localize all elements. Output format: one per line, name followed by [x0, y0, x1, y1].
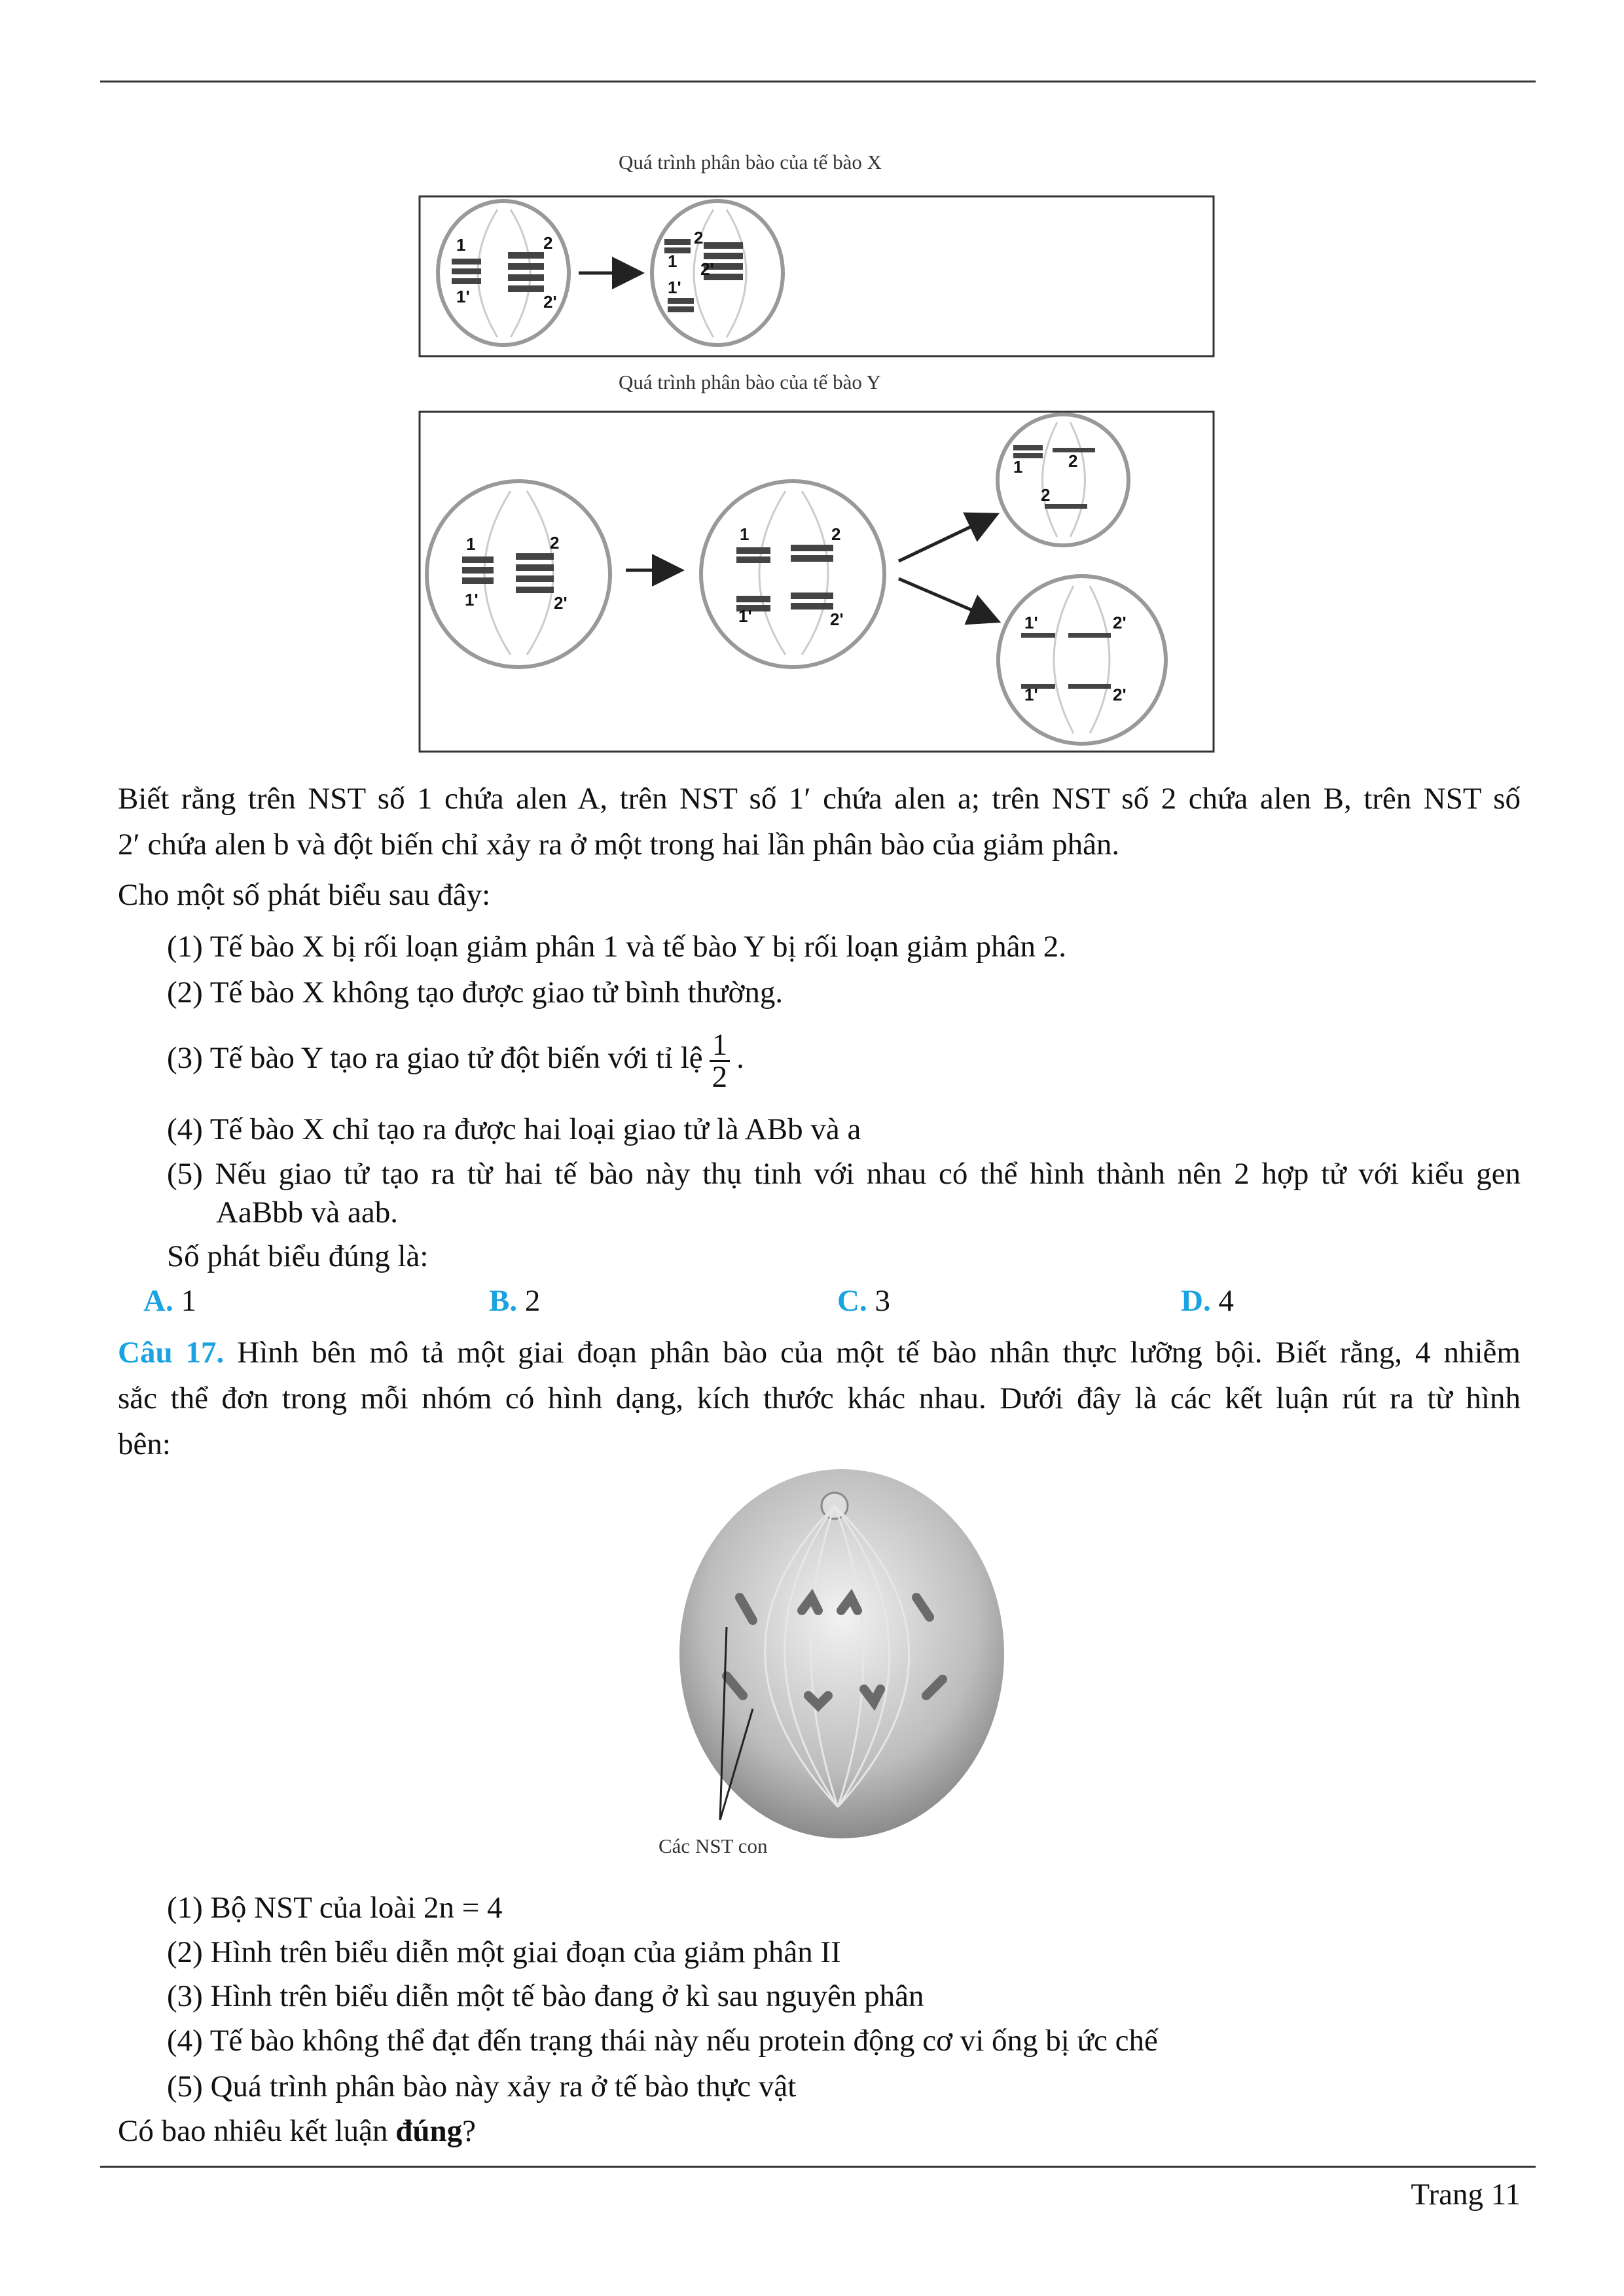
option-a[interactable]: A. 1: [143, 1284, 196, 1318]
arrow-y-3: [899, 579, 995, 620]
svg-text:1: 1: [740, 524, 749, 544]
cell-y-stage2: [701, 481, 884, 667]
svg-text:1': 1': [465, 590, 478, 610]
q16-statement-3: (3) Tế bào Y tạo ra giao tử đột biến với tỉ lệ $\frac{1}{2}$ .: [167, 1027, 744, 1094]
svg-text:1: 1: [668, 251, 677, 271]
q17-stem-line-3: bên:: [118, 1427, 171, 1461]
svg-text:2': 2': [700, 259, 714, 279]
q16-statement-5-line-1: (5) Nếu giao tử tạo ra từ hai tế bào này thụ tinh với nhau có thể hình thành nên 2 hợp tử với kiểu gen: [167, 1157, 1521, 1191]
svg-text:1': 1': [668, 278, 681, 297]
q16-statement-3-text: (3) Tế bào Y tạo ra giao tử đột biến với tỉ lệ: [167, 1041, 703, 1075]
svg-text:1': 1': [1024, 613, 1038, 632]
anaphase-cell-figure: [679, 1469, 1004, 1838]
arrow-y-2: [899, 516, 994, 561]
option-c[interactable]: C. 3: [837, 1284, 890, 1318]
q17-statement-1: (1) Bộ NST của loài 2n = 4: [167, 1891, 503, 1925]
svg-text:2: 2: [1068, 451, 1078, 471]
cell-y-daughter-top: [998, 414, 1128, 545]
q16-statement-5-line-2: AaBbb và aab.: [216, 1195, 398, 1230]
q17-statement-4: (4) Tế bào không thể đạt đến trạng thái này nếu protein động cơ vi ống bị ức chế: [167, 2024, 1158, 2058]
svg-text:2: 2: [543, 233, 553, 253]
svg-text:2': 2': [543, 292, 557, 312]
q17-stem-line-2: sắc thể đơn trong mỗi nhóm có hình dạng, kích thước khác nhau. Dưới đây là các kết luận rút ra từ hình: [118, 1381, 1521, 1415]
svg-text:1: 1: [1013, 457, 1023, 477]
svg-text:2: 2: [550, 533, 560, 553]
q16-statement-1: (1) Tế bào X bị rối loạn giảm phân 1 và tế bào Y bị rối loạn giảm phân 2.: [167, 930, 1066, 964]
svg-text:2: 2: [831, 524, 841, 544]
svg-text:2': 2': [830, 610, 844, 629]
q16-intro-line-2: 2′ chứa alen b và đột biến chỉ xảy ra ở một trong hai lần phân bào của giảm phân.: [118, 828, 1120, 862]
footer-rule: [100, 2166, 1536, 2168]
q17-statement-5: (5) Quá trình phân bào này xảy ra ở tế bào thực vật: [167, 2069, 797, 2104]
q17-statement-2: (2) Hình trên biểu diễn một giai đoạn của giảm phân II: [167, 1935, 841, 1969]
svg-text:1': 1': [456, 287, 470, 306]
figure-caption-cell-x: Quá trình phân bào của tế bào X: [619, 151, 882, 173]
chromosome-labels: [456, 228, 1127, 704]
figure-caption-cell-y: Quá trình phân bào của tế bào Y: [619, 371, 881, 393]
option-b[interactable]: B. 2: [489, 1284, 541, 1318]
svg-text:2: 2: [1041, 485, 1051, 505]
q16-intro-line-1: Biết rằng trên NST số 1 chứa alen A, trên NST số 1′ chứa alen a; trên NST số 2 chứa alen B, trên NST số: [118, 782, 1521, 816]
svg-text:1': 1': [1024, 685, 1038, 704]
fraction: $\frac{1}{2}$: [710, 1030, 731, 1092]
svg-text:1': 1': [738, 606, 752, 626]
q16-question: Số phát biểu đúng là:: [167, 1239, 429, 1273]
q17-statement-3: (3) Hình trên biểu diễn một tế bào đang ở kì sau nguyên phân: [167, 1979, 924, 2013]
svg-text:2': 2': [554, 593, 568, 613]
svg-text:2': 2': [1113, 685, 1127, 704]
page-number: Trang 11: [1411, 2178, 1521, 2212]
figure-caption-daughter-chromosomes: Các NST con: [659, 1834, 768, 1857]
q17-question: Có bao nhiêu kết luận đúng?: [118, 2114, 477, 2148]
svg-text:2': 2': [1113, 613, 1127, 632]
cell-x-stage2: [652, 201, 783, 345]
cell-y-daughter-bottom: [998, 576, 1166, 744]
q16-lead: Cho một số phát biểu sau đây:: [118, 878, 491, 912]
q17-stem-line-1: Câu 17. Hình bên mô tả một giai đoạn phân bào của một tế bào nhân thực lưỡng bội. Biết rằng, 4 nhiễm: [118, 1336, 1521, 1370]
q17-label: Câu 17.: [118, 1336, 225, 1370]
svg-text:1: 1: [456, 235, 466, 255]
q16-statement-4: (4) Tế bào X chỉ tạo ra được hai loại giao tử là ABb và a: [167, 1112, 861, 1146]
option-d[interactable]: D. 4: [1181, 1284, 1234, 1318]
cell-y-stage1: [427, 481, 610, 667]
svg-text:1: 1: [466, 534, 476, 554]
svg-text:2: 2: [694, 228, 704, 247]
q16-statement-2: (2) Tế bào X không tạo được giao tử bình thường.: [167, 975, 784, 1010]
